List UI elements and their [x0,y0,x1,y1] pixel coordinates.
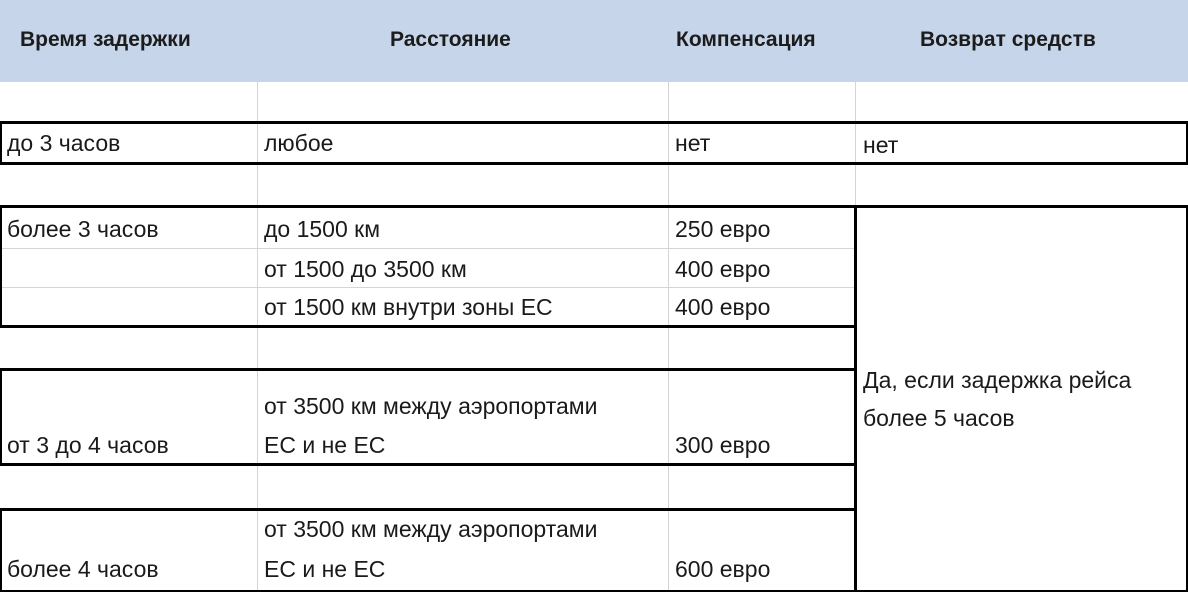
cell-compensation: 600 евро [675,556,771,582]
row-border [0,121,2,165]
cell-distance: любое [264,130,334,156]
header-compensation: Компенсация [676,28,816,51]
merged-cell-border [854,205,857,592]
row-border [0,368,857,371]
cell-delay: более 3 часов [7,216,159,242]
header-delay: Время задержки [20,28,191,51]
cell-delay: до 3 часов [7,130,121,156]
cell-compensation: 250 евро [675,216,771,242]
header-distance: Расстояние [390,28,511,51]
cell-distance: от 1500 до 3500 км [264,256,467,282]
header-refund: Возврат средств [920,28,1096,51]
row-border [0,205,2,328]
gridline [257,82,258,592]
cell-distance: от 1500 км внутри зоны ЕС [264,294,553,320]
cell-compensation: 300 евро [675,432,771,458]
cell-compensation: 400 евро [675,294,771,320]
row-border [0,121,1188,124]
row-border [0,368,2,466]
cell-delay: более 4 часов [7,556,159,582]
cell-distance-line2: ЕС и не ЕС [264,432,386,458]
refund-merged-line2: более 5 часов [863,405,1015,431]
gridline [668,82,669,592]
cell-distance: до 1500 км [264,216,381,242]
cell-distance-line2: ЕС и не ЕС [264,556,386,582]
row-border [0,508,2,592]
cell-refund: нет [863,132,899,158]
gridline [855,82,856,207]
refund-merged-line1: Да, если задержка рейса [863,367,1132,393]
row-border [0,205,1188,208]
cell-compensation: нет [675,130,711,156]
cell-distance-line1: от 3500 км между аэропортами [264,393,598,419]
row-border [0,162,1188,165]
gridline [0,248,855,249]
cell-delay: от 3 до 4 часов [7,432,169,458]
cell-compensation: 400 евро [675,256,771,282]
cell-distance-line1: от 3500 км между аэропортами [264,516,598,542]
